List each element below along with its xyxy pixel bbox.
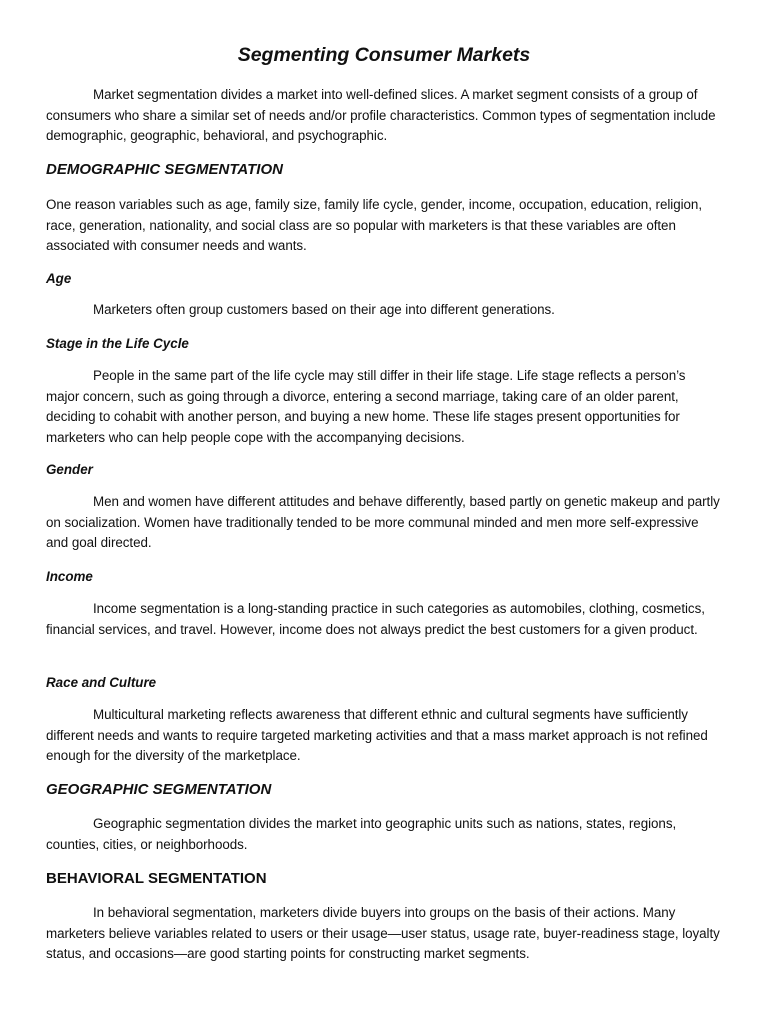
geographic-heading: GEOGRAPHIC SEGMENTATION [46, 781, 272, 798]
race-culture-heading: Race and Culture [46, 675, 157, 690]
page-title: Segmenting Consumer Markets [237, 44, 531, 66]
demographic-paragraph: One reason variables such as age, family size, family life cycle, gender, income, occupation, education, religion, race, generation, nationality, and social class are so popular with marketers is that these variables are often associated with consumer needs and wants. [46, 197, 702, 254]
race-culture-paragraph: Multicultural marketing reflects awareness that different ethnic and cultural segments have sufficiently different needs and wants to require targeted marketing activities and that a mass market approach is not refined enough for the diversity of the marketplace. [46, 707, 708, 764]
age-paragraph: Marketers often group customers based on their age into different generations. [93, 302, 555, 317]
geographic-paragraph: Geographic segmentation divides the market into geographic units such as nations, states, regions, counties, cities, or neighborhoods. [46, 816, 677, 852]
behavioral-paragraph: In behavioral segmentation, marketers divide buyers into groups on the basis of their actions. Many marketers believe variables related to users or their usage—user status, usage rate, buyer-readiness stage, loyalty status, and occasions—are good starting points for constructing market segments. [46, 905, 720, 962]
age-heading: Age [46, 271, 72, 286]
income-paragraph: Income segmentation is a long-standing practice in such categories as automobiles, clothing, cosmetics, financial services, and travel. However, income does not always predict the best customers for a given product. [46, 601, 705, 637]
behavioral-heading: BEHAVIORAL SEGMENTATION [46, 870, 267, 887]
intro-paragraph: Market segmentation divides a market into well-defined slices. A market segment consists of a group of consumers who share a similar set of needs and/or profile characteristics. Common types of segmentation include demographic, geographic, behavioral, and psychographic. [46, 87, 716, 144]
income-heading: Income [46, 569, 93, 584]
demographic-heading: DEMOGRAPHIC SEGMENTATION [46, 161, 283, 178]
life-cycle-heading: Stage in the Life Cycle [46, 336, 189, 351]
gender-paragraph: Men and women have different attitudes and behave differently, based partly on genetic makeup and partly on socialization. Women have traditionally tended to be more communal minded and men more self-expressive and goal directed. [46, 494, 720, 551]
gender-heading: Gender [46, 462, 93, 477]
life-cycle-paragraph: People in the same part of the life cycle may still differ in their life stage. Life stage reflects a person’s major concern, such as going through a divorce, entering a second marriage, taking care of an older parent, deciding to cohabit with another person, and buying a new home. These life stages present opportunities for marketers who can help people cope with the accompanying decisions. [46, 368, 686, 445]
